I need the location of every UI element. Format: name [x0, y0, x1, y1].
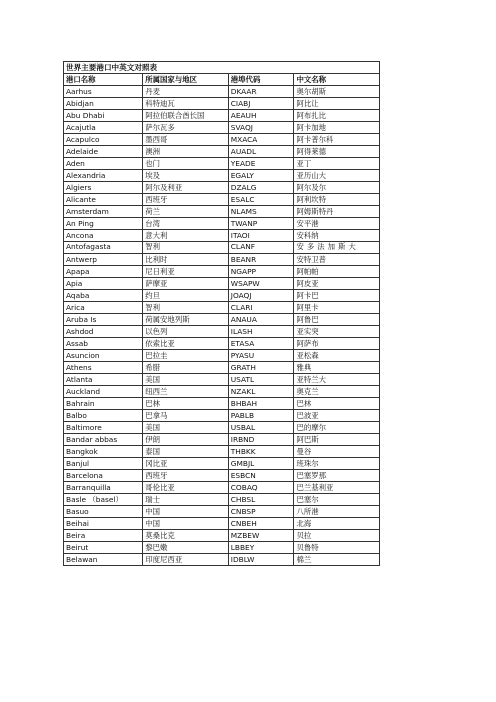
cell-country: 智利 [143, 302, 229, 314]
cell-chinese-name: 北海 [294, 518, 380, 530]
table-row [64, 290, 380, 302]
cell-country: 阿拉伯联合酋长国 [143, 110, 229, 122]
cell-chinese-name: 巴兰基利亚 [294, 482, 380, 494]
cell-port-name: Auckland [64, 386, 143, 398]
cell-chinese-name: 阿比让 [294, 98, 380, 110]
table-row [64, 134, 380, 146]
table-row [64, 362, 380, 374]
cell-country: 约旦 [143, 290, 229, 302]
table-row [64, 446, 380, 458]
cell-country: 纽西兰 [143, 386, 229, 398]
cell-country: 伊朗 [143, 434, 229, 446]
cell-country: 尼日利亚 [143, 266, 229, 278]
table-row [64, 494, 380, 506]
cell-port-name: Beihai [64, 518, 143, 530]
cell-port-code: ETASA [228, 338, 294, 350]
cell-port-code: USBAL [228, 422, 294, 434]
cell-chinese-name: 阿卡普尔科 [294, 134, 380, 146]
cell-port-code: MZBEW [228, 530, 294, 542]
cell-port-code: LBBEY [228, 542, 294, 554]
cell-port-name: Beirut [64, 542, 143, 554]
table-row [64, 338, 380, 350]
cell-port-name: Beira [64, 530, 143, 542]
cell-port-name: Banjul [64, 458, 143, 470]
cell-port-code: MXACA [228, 134, 294, 146]
cell-chinese-name: 阿布扎比 [294, 110, 380, 122]
cell-country: 以色列 [143, 326, 229, 338]
cell-port-code: COBAQ [228, 482, 294, 494]
cell-country: 比利时 [143, 254, 229, 266]
cell-port-code: ANAUA [228, 314, 294, 326]
cell-port-code: DZALG [228, 182, 294, 194]
cell-country: 依索比亚 [143, 338, 229, 350]
table-row [64, 326, 380, 338]
table-row [64, 254, 380, 266]
cell-port-name: Assab [64, 338, 143, 350]
table-row [64, 206, 380, 218]
cell-port-code: PYASU [228, 350, 294, 362]
cell-port-name: Barranquilla [64, 482, 143, 494]
cell-port-code: IRBND [228, 434, 294, 446]
table-row [64, 410, 380, 422]
cell-chinese-name: 巴塞罗那 [294, 470, 380, 482]
table-row [64, 518, 380, 530]
cell-country: 也门 [143, 158, 229, 170]
cell-port-name: Baltimore [64, 422, 143, 434]
cell-country: 美国 [143, 374, 229, 386]
cell-country: 莫桑比克 [143, 530, 229, 542]
cell-chinese-name: 巴塞尔 [294, 494, 380, 506]
cell-country: 荷兰 [143, 206, 229, 218]
cell-port-name: Belawan [64, 554, 143, 566]
table-row [64, 470, 380, 482]
cell-port-name: Balbo [64, 410, 143, 422]
cell-port-name: Asuncion [64, 350, 143, 362]
cell-port-code: YEADE [228, 158, 294, 170]
cell-port-code: GRATH [228, 362, 294, 374]
cell-port-code: NLAMS [228, 206, 294, 218]
cell-country: 中国 [143, 506, 229, 518]
cell-port-name: Ancona [64, 230, 143, 242]
header-port-code: 港埠代码 [228, 74, 294, 86]
cell-port-code: CLANF [228, 242, 294, 254]
cell-chinese-name: 亚特兰大 [294, 374, 380, 386]
cell-country: 丹麦 [143, 86, 229, 98]
cell-port-code: CNBSP [228, 506, 294, 518]
header-row [64, 74, 380, 86]
cell-port-name: Apapa [64, 266, 143, 278]
cell-chinese-name: 阿皮亚 [294, 278, 380, 290]
cell-port-name: Acajutla [64, 122, 143, 134]
table-row [64, 314, 380, 326]
cell-port-name: Amsterdam [64, 206, 143, 218]
cell-chinese-name: 阿利坎特 [294, 194, 380, 206]
cell-chinese-name: 阿卡巴 [294, 290, 380, 302]
cell-port-code: ESBCN [228, 470, 294, 482]
cell-port-name: Atlanta [64, 374, 143, 386]
cell-chinese-name: 曼谷 [294, 446, 380, 458]
cell-country: 黎巴嫩 [143, 542, 229, 554]
cell-chinese-name: 亚历山大 [294, 170, 380, 182]
table-row [64, 434, 380, 446]
cell-country: 巴林 [143, 398, 229, 410]
table-row [64, 422, 380, 434]
cell-port-name: Athens [64, 362, 143, 374]
port-table [63, 61, 380, 566]
cell-chinese-name: 安特卫普 [294, 254, 380, 266]
table-row [64, 302, 380, 314]
cell-country: 智利 [143, 242, 229, 254]
cell-country: 意大利 [143, 230, 229, 242]
cell-chinese-name: 阿萨布 [294, 338, 380, 350]
cell-chinese-name: 棉兰 [294, 554, 380, 566]
table-row [64, 230, 380, 242]
cell-port-code: BHBAH [228, 398, 294, 410]
cell-chinese-name: 阿姆斯特丹 [294, 206, 380, 218]
table-row [64, 218, 380, 230]
cell-port-code: BEANR [228, 254, 294, 266]
cell-port-code: CNBEH [228, 518, 294, 530]
cell-port-code: SVAQJ [228, 122, 294, 134]
cell-country: 冈比亚 [143, 458, 229, 470]
header-port-name: 港口名称 [64, 74, 143, 86]
cell-chinese-name: 贝鲁特 [294, 542, 380, 554]
cell-port-name: Acapulco [64, 134, 143, 146]
header-country: 所属国家与地区 [143, 74, 229, 86]
cell-country: 科特迪瓦 [143, 98, 229, 110]
cell-country: 中国 [143, 518, 229, 530]
header-chinese-name: 中文名称 [294, 74, 380, 86]
table-row [64, 86, 380, 98]
cell-port-code: CHBSL [228, 494, 294, 506]
cell-port-code: ESALC [228, 194, 294, 206]
cell-port-name: Bahrain [64, 398, 143, 410]
cell-country: 印度尼西亚 [143, 554, 229, 566]
cell-port-name: Alicante [64, 194, 143, 206]
cell-port-code: IDBLW [228, 554, 294, 566]
cell-port-name: Apia [64, 278, 143, 290]
cell-port-code: CIABJ [228, 98, 294, 110]
table-row [64, 110, 380, 122]
cell-chinese-name: 阿得莱德 [294, 146, 380, 158]
cell-country: 澳洲 [143, 146, 229, 158]
cell-port-name: Abu Dhabi [64, 110, 143, 122]
cell-chinese-name: 阿里卡 [294, 302, 380, 314]
table-row [64, 146, 380, 158]
cell-country: 墨西哥 [143, 134, 229, 146]
cell-chinese-name: 奥尔胡斯 [294, 86, 380, 98]
cell-port-name: Antofagasta [64, 242, 143, 254]
table-row [64, 266, 380, 278]
cell-country: 荷属安地列斯 [143, 314, 229, 326]
cell-port-name: Basle （basel） [64, 494, 143, 506]
table-row [64, 530, 380, 542]
cell-port-code: WSAPW [228, 278, 294, 290]
cell-port-code: TWANP [228, 218, 294, 230]
cell-chinese-name: 雅典 [294, 362, 380, 374]
cell-chinese-name: 阿帕帕 [294, 266, 380, 278]
cell-port-code: USATL [228, 374, 294, 386]
table-row [64, 482, 380, 494]
cell-port-name: Algiers [64, 182, 143, 194]
cell-chinese-name: 班珠尔 [294, 458, 380, 470]
table-row [64, 458, 380, 470]
table-row [64, 554, 380, 566]
table-row [64, 386, 380, 398]
cell-chinese-name: 阿巴斯 [294, 434, 380, 446]
cell-country: 西班牙 [143, 194, 229, 206]
cell-port-code: AEAUH [228, 110, 294, 122]
cell-country: 瑞士 [143, 494, 229, 506]
cell-port-name: Arica [64, 302, 143, 314]
table-row [64, 350, 380, 362]
cell-port-code: AUADL [228, 146, 294, 158]
cell-port-name: Aqaba [64, 290, 143, 302]
cell-port-name: Basuo [64, 506, 143, 518]
cell-port-name: Aruba Is [64, 314, 143, 326]
cell-port-code: THBKK [228, 446, 294, 458]
cell-port-name: Ashdod [64, 326, 143, 338]
cell-chinese-name: 亚松森 [294, 350, 380, 362]
table-row [64, 278, 380, 290]
cell-port-name: Aarhus [64, 86, 143, 98]
cell-port-name: Antwerp [64, 254, 143, 266]
table-row [64, 182, 380, 194]
cell-country: 萨尔瓦多 [143, 122, 229, 134]
cell-port-name: Bangkok [64, 446, 143, 458]
cell-country: 哥伦比亚 [143, 482, 229, 494]
cell-country: 巴拿马 [143, 410, 229, 422]
cell-port-code: PABLB [228, 410, 294, 422]
port-table-sheet [63, 61, 380, 566]
cell-country: 阿尔及利亚 [143, 182, 229, 194]
cell-port-code: CLARI [228, 302, 294, 314]
table-row [64, 122, 380, 134]
cell-port-name: An Ping [64, 218, 143, 230]
cell-port-name: Barcelona [64, 470, 143, 482]
cell-chinese-name: 阿卡加地 [294, 122, 380, 134]
cell-chinese-name: 巴波亚 [294, 410, 380, 422]
cell-port-code: DKAAR [228, 86, 294, 98]
cell-chinese-name: 巴林 [294, 398, 380, 410]
table-row [64, 170, 380, 182]
table-row [64, 506, 380, 518]
cell-chinese-name: 阿鲁巴 [294, 314, 380, 326]
cell-port-code: ILASH [228, 326, 294, 338]
cell-country: 埃及 [143, 170, 229, 182]
cell-port-code: GMBJL [228, 458, 294, 470]
cell-chinese-name: 安多法加斯大 [294, 242, 380, 254]
cell-chinese-name: 奥克兰 [294, 386, 380, 398]
table-row [64, 194, 380, 206]
cell-chinese-name: 巴的摩尔 [294, 422, 380, 434]
cell-port-name: Abidjan [64, 98, 143, 110]
cell-chinese-name: 阿尔及尔 [294, 182, 380, 194]
cell-port-code: EGALY [228, 170, 294, 182]
table-row [64, 374, 380, 386]
cell-country: 美国 [143, 422, 229, 434]
cell-country: 台湾 [143, 218, 229, 230]
table-title: 世界主要港口中英文对照表 [64, 62, 380, 74]
title-row [64, 62, 380, 74]
cell-port-code: NGAPP [228, 266, 294, 278]
cell-chinese-name: 亚丁 [294, 158, 380, 170]
cell-chinese-name: 安平港 [294, 218, 380, 230]
cell-port-name: Aden [64, 158, 143, 170]
table-row [64, 98, 380, 110]
cell-country: 泰国 [143, 446, 229, 458]
cell-country: 西班牙 [143, 470, 229, 482]
cell-country: 萨摩亚 [143, 278, 229, 290]
cell-country: 希腊 [143, 362, 229, 374]
cell-chinese-name: 亚实突 [294, 326, 380, 338]
cell-port-code: JOAQJ [228, 290, 294, 302]
cell-port-name: Bandar abbas [64, 434, 143, 446]
table-row [64, 242, 380, 254]
cell-chinese-name: 贝拉 [294, 530, 380, 542]
cell-chinese-name: 安科纳 [294, 230, 380, 242]
cell-port-code: ITAOI [228, 230, 294, 242]
cell-port-name: Alexandria [64, 170, 143, 182]
cell-port-code: NZAKL [228, 386, 294, 398]
table-row [64, 542, 380, 554]
cell-chinese-name: 八所港 [294, 506, 380, 518]
cell-port-name: Adelaide [64, 146, 143, 158]
table-row [64, 158, 380, 170]
cell-country: 巴拉圭 [143, 350, 229, 362]
table-row [64, 398, 380, 410]
